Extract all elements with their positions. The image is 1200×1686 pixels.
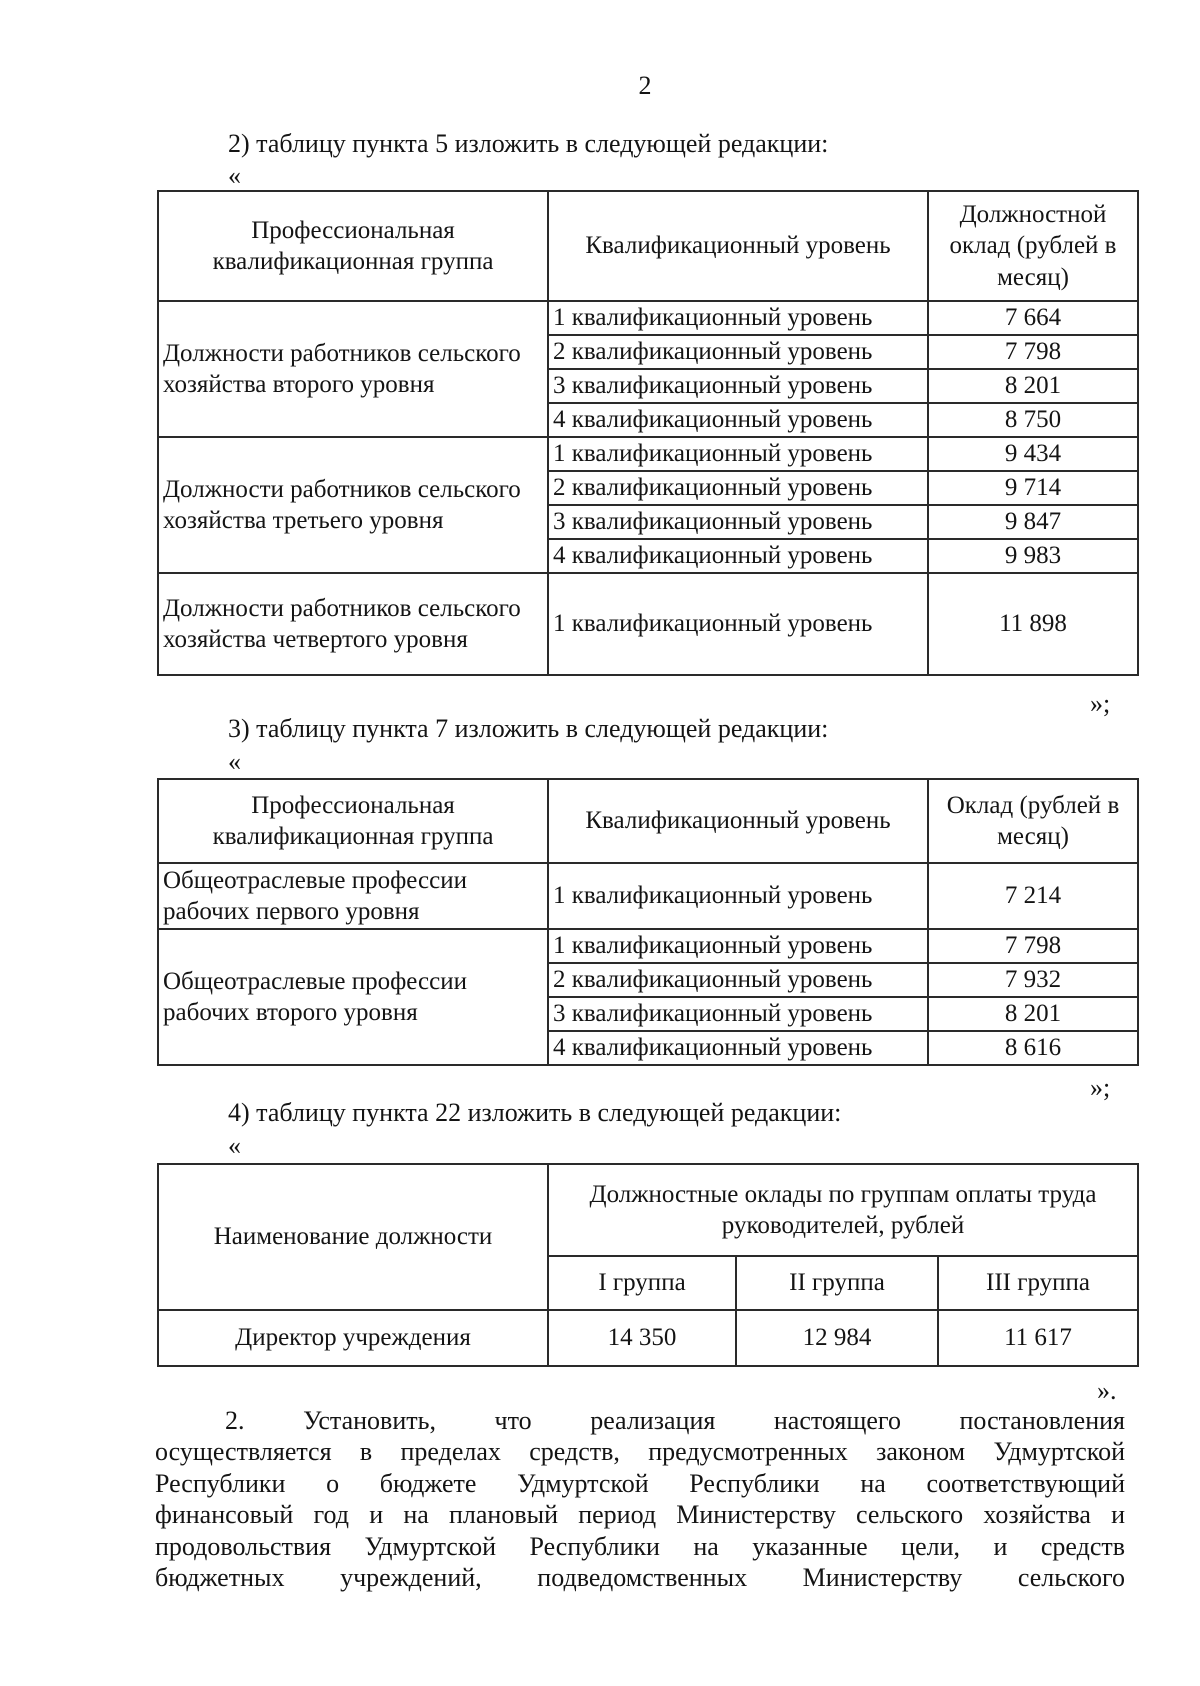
group-name: Должности работников сельского хозяйства второго уровня [158, 301, 548, 437]
salary-cell: 7 798 [928, 335, 1138, 369]
level-cell: 4 квалификационный уровень [548, 539, 928, 573]
level-cell: 1 квалификационный уровень [548, 301, 928, 335]
salary-cell: 8 201 [928, 369, 1138, 403]
item3-open-quote: « [228, 747, 241, 776]
page-number: 2 [638, 71, 652, 100]
table-row [158, 929, 1138, 963]
paragraph-line: продовольствия Удмуртской Республики на указанные цели, и средств [155, 1531, 1125, 1561]
level-cell: 1 квалификационный уровень [548, 437, 928, 471]
salary-cell: 7 932 [928, 963, 1138, 997]
group-name: Общеотраслевые профессии рабочих второго уровня [158, 929, 548, 1065]
salary-cell: 7 798 [928, 929, 1138, 963]
table-item-22 [157, 1163, 1139, 1367]
salary-cell: 9 434 [928, 437, 1138, 471]
header-position: Наименование должности [158, 1164, 548, 1310]
salary-cell: 8 616 [928, 1031, 1138, 1065]
table-row [158, 301, 1138, 335]
level-cell: 3 квалификационный уровень [548, 369, 928, 403]
header-group1: I группа [548, 1256, 736, 1310]
level-cell: 1 квалификационный уровень [548, 573, 928, 675]
salary-cell: 7 214 [928, 863, 1138, 929]
position-cell: Директор учреждения [158, 1310, 548, 1366]
header-group: Профессиональная квалификационная группа [158, 191, 548, 301]
salary-cell: 9 847 [928, 505, 1138, 539]
table-item-5 [157, 190, 1139, 676]
item2-close-quote: »; [1090, 689, 1111, 718]
group-name: Должности работников сельского хозяйства третьего уровня [158, 437, 548, 573]
item2-intro: 2) таблицу пункта 5 изложить в следующей редакции: [228, 129, 829, 158]
header-group3: III группа [938, 1256, 1138, 1310]
paragraph-line: Республики о бюджете Удмуртской Республики на соответствующий [155, 1468, 1125, 1498]
level-cell: 4 квалификационный уровень [548, 1031, 928, 1065]
level-cell: 3 квалификационный уровень [548, 505, 928, 539]
table-header-row [158, 1164, 1138, 1256]
level-cell: 1 квалификационный уровень [548, 929, 928, 963]
item4-close-quote: ». [1097, 1376, 1117, 1405]
group-name: Должности работников сельского хозяйства четвертого уровня [158, 573, 548, 675]
level-cell: 2 квалификационный уровень [548, 335, 928, 369]
header-salary: Должностной оклад (рублей в месяц) [928, 191, 1138, 301]
level-cell: 2 квалификационный уровень [548, 963, 928, 997]
table-row [158, 863, 1138, 929]
section-2-paragraph [155, 1405, 1125, 1594]
header-level: Квалификационный уровень [548, 191, 928, 301]
level-cell: 1 квалификационный уровень [548, 863, 928, 929]
table-row [158, 1310, 1138, 1366]
salary-cell: 12 984 [736, 1310, 938, 1366]
table-header-row [158, 191, 1138, 301]
table-row [158, 437, 1138, 471]
table-row [158, 573, 1138, 675]
salary-cell: 9 983 [928, 539, 1138, 573]
table-header-row [158, 779, 1138, 863]
salary-cell: 7 664 [928, 301, 1138, 335]
level-cell: 2 квалификационный уровень [548, 471, 928, 505]
item3-intro: 3) таблицу пункта 7 изложить в следующей редакции: [228, 714, 829, 743]
item2-open-quote: « [228, 161, 241, 190]
group-name: Общеотраслевые профессии рабочих первого уровня [158, 863, 548, 929]
level-cell: 4 квалификационный уровень [548, 403, 928, 437]
paragraph-line: осуществляется в пределах средств, предусмотренных законом Удмуртской [155, 1437, 1125, 1467]
salary-cell: 8 201 [928, 997, 1138, 1031]
header-group2: II группа [736, 1256, 938, 1310]
item4-open-quote: « [228, 1131, 241, 1160]
header-group: Профессиональная квалификационная группа [158, 779, 548, 863]
level-cell: 3 квалификационный уровень [548, 997, 928, 1031]
salary-cell: 11 617 [938, 1310, 1138, 1366]
table-item-7 [157, 778, 1139, 1066]
paragraph-line: 2. Установить, что реализация настоящего постановления [225, 1406, 1125, 1435]
header-salaries: Должностные оклады по группам оплаты труда руководителей, рублей [548, 1164, 1138, 1256]
item3-close-quote: »; [1090, 1073, 1111, 1102]
item4-intro: 4) таблицу пункта 22 изложить в следующей редакции: [228, 1098, 842, 1127]
paragraph-line: финансовый год и на плановый период Министерству сельского хозяйства и [155, 1500, 1125, 1530]
paragraph-line: бюджетных учреждений, подведомственных Министерству сельского [155, 1563, 1125, 1593]
salary-cell: 11 898 [928, 573, 1138, 675]
header-level: Квалификационный уровень [548, 779, 928, 863]
salary-cell: 8 750 [928, 403, 1138, 437]
salary-cell: 14 350 [548, 1310, 736, 1366]
salary-cell: 9 714 [928, 471, 1138, 505]
header-salary: Оклад (рублей в месяц) [928, 779, 1138, 863]
